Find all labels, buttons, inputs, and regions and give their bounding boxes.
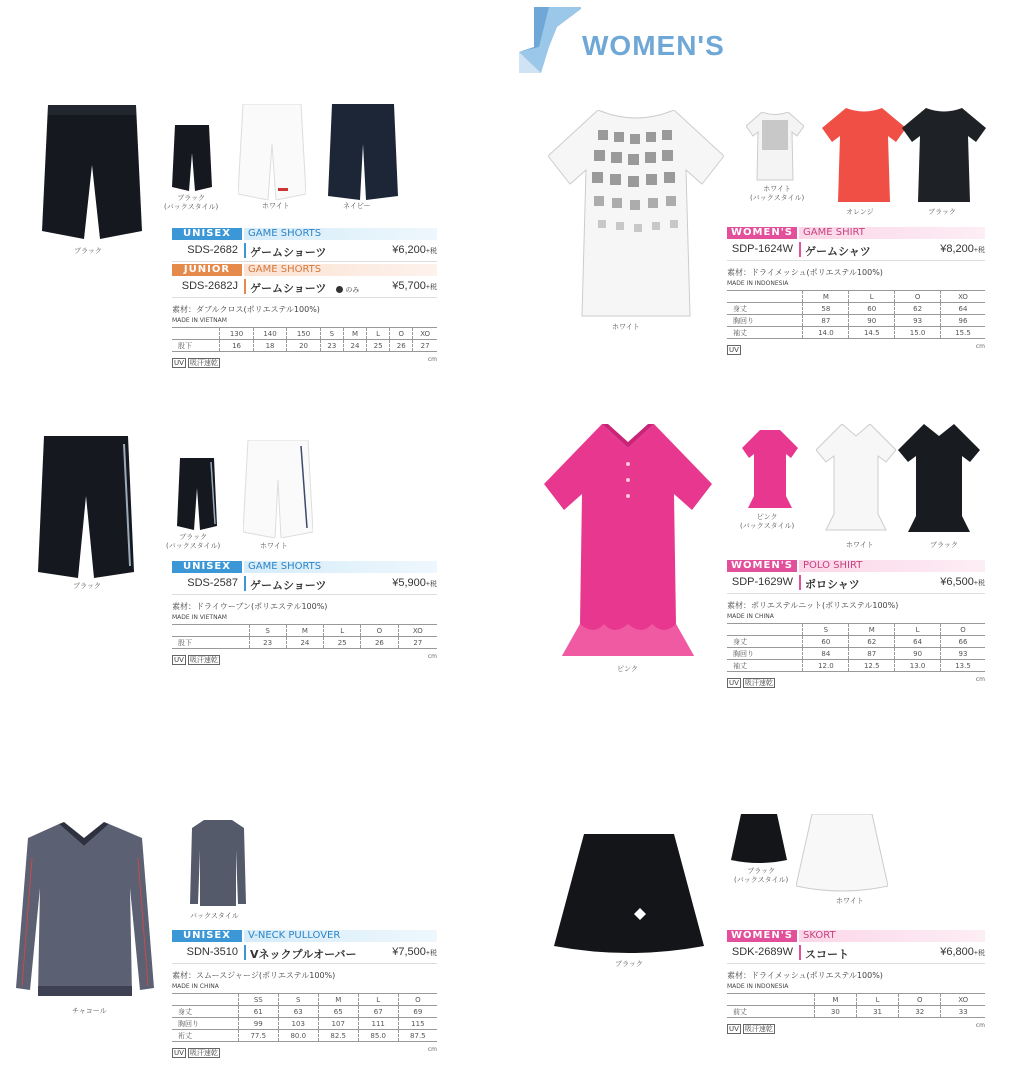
page-title: WOMEN'S bbox=[582, 30, 725, 61]
unisex-tag: UNISEX bbox=[172, 228, 242, 240]
product-code: SDK-2689W bbox=[731, 946, 793, 958]
womens-tag: WOMEN'S bbox=[727, 930, 797, 942]
material: 素材：ドライメッシュ(ポリエステル100%) bbox=[727, 268, 883, 277]
product-sdp-1624w: WOMEN'S GAME SHIRT SDP-1624W ゲームシャツ ¥8,200+税 素材：ドライメッシュ(ポリエステル100%) MADE IN INDONESIA M L O XO 身丈 58 60 62 64 胸回り 87 90 93 96 袖丈 14.0 14.5 15.0 15.5 UV cm bbox=[727, 227, 985, 354]
size-table: M L O XO 身丈 58 60 62 64 胸回り 87 90 93 96 袖丈 14.0 14.5 15.0 15.5 bbox=[727, 290, 985, 339]
material: 素材：ポリエステルニット(ポリエステル100%) bbox=[727, 601, 899, 610]
uv-icon: UV bbox=[174, 656, 184, 664]
navy-shorts-image bbox=[328, 104, 398, 200]
uv-icon: UV bbox=[174, 359, 184, 367]
womens-tag: WOMEN'S bbox=[727, 227, 797, 239]
caption-pink: ピンク bbox=[617, 665, 638, 673]
uv-icon: UV bbox=[729, 346, 739, 354]
category-band: SKORT bbox=[799, 930, 985, 942]
uv-icon: UV bbox=[174, 1049, 184, 1057]
category-band: GAME SHORTS bbox=[244, 561, 437, 573]
caption-black-back: ブラック (バックスタイル) bbox=[734, 867, 789, 884]
junior-product-name: ゲームショーツ bbox=[250, 282, 327, 295]
product-code: SDS-2682 bbox=[187, 244, 238, 256]
product-price: ¥8,200 bbox=[940, 243, 974, 255]
junior-product-code: SDS-2682J bbox=[181, 280, 238, 292]
material: 素材：ドライメッシュ(ポリエステル100%) bbox=[727, 971, 883, 980]
product-price: ¥6,200 bbox=[392, 244, 426, 256]
white-polo-image bbox=[816, 424, 896, 532]
caption-pink-back: ピンク (バックスタイル) bbox=[740, 513, 795, 530]
size-table: S M L O 身丈 60 62 64 66 胸回り 84 87 90 93 袖丈 12.0 12.5 13.0 13.5 bbox=[727, 623, 985, 672]
caption-orange: オレンジ bbox=[846, 208, 874, 216]
product-price: ¥7,500 bbox=[392, 946, 426, 958]
product-sdn-3510: UNISEX V-NECK PULLOVER SDN-3510 Vネックプルオーバー ¥7,500+税 素材：スムースジャージ(ポリエステル100%) MADE IN CHINA SS S M L O 身丈 61 63 65 67 69 胸回り 99 103 107 111 115 裄丈 77.5 80.0 82.5 85.0 87.5 UV 吸汗速乾 cm bbox=[172, 930, 437, 1057]
made-in: MADE IN INDONESIA bbox=[727, 280, 789, 287]
dry-icon: 吸汗速乾 bbox=[189, 1049, 218, 1057]
product-name: スコート bbox=[805, 948, 849, 961]
unisex-tag: UNISEX bbox=[172, 930, 242, 942]
dry-icon: 吸汗速乾 bbox=[189, 656, 218, 664]
product-name: ポロシャツ bbox=[805, 578, 860, 591]
size-table: M L O XO 前丈 30 31 32 33 bbox=[727, 993, 985, 1018]
product-price: ¥6,800 bbox=[940, 946, 974, 958]
color-dot-icon bbox=[336, 286, 343, 293]
product-sdp-1629w: WOMEN'S POLO SHIRT SDP-1629W ポロシャツ ¥6,500+税 素材：ポリエステルニット(ポリエステル100%) MADE IN CHINA S M L O 身丈 60 62 64 66 胸回り 84 87 90 93 袖丈 12.0 12.5 13.0 13.5 UV 吸汗速乾 cm bbox=[727, 560, 985, 687]
made-in: MADE IN INDONESIA bbox=[727, 983, 789, 990]
caption-black: ブラック bbox=[74, 247, 102, 255]
made-in: MADE IN VIETNAM bbox=[172, 614, 227, 621]
junior-product-price: ¥5,700 bbox=[392, 280, 426, 292]
black-shirt-image bbox=[902, 108, 986, 204]
caption-charcoal: チャコール bbox=[72, 1007, 107, 1015]
junior-tag: JUNIOR bbox=[172, 264, 242, 276]
charcoal-pullover-image bbox=[14, 818, 156, 1006]
dry-icon: 吸汗速乾 bbox=[189, 359, 218, 367]
black-shorts-back-image bbox=[172, 125, 212, 191]
caption-white: ホワイト bbox=[262, 202, 290, 210]
black-skort-image bbox=[554, 834, 704, 956]
product-sdk-2689w: WOMEN'S SKORT SDK-2689W スコート ¥6,800+税 素材：ドライメッシュ(ポリエステル100%) MADE IN INDONESIA M L O XO 前丈 30 31 32 33 UV 吸汗速乾 cm bbox=[727, 930, 985, 1033]
caption-black: ブラック bbox=[930, 541, 958, 549]
product-code: SDS-2587 bbox=[187, 577, 238, 589]
caption-black: ブラック bbox=[73, 582, 101, 590]
material: 素材：ドライウーブン(ポリエステル100%) bbox=[172, 602, 328, 611]
size-table: 130 140 150 S M L O XO 股下 16 18 20 23 24 25 26 27 bbox=[172, 327, 437, 352]
black-skort-back-image bbox=[731, 814, 787, 864]
product-price: ¥6,500 bbox=[940, 576, 974, 588]
size-table: SS S M L O 身丈 61 63 65 67 69 胸回り 99 103 107 111 115 裄丈 77.5 80.0 82.5 85.0 87.5 bbox=[172, 993, 437, 1042]
caption-black-back: ブラック (バックスタイル) bbox=[166, 533, 221, 550]
product-code: SDP-1629W bbox=[731, 576, 793, 588]
caption-black: ブラック bbox=[928, 208, 956, 216]
pink-polo-image bbox=[544, 424, 712, 660]
caption-back-style: バックスタイル bbox=[190, 912, 239, 920]
black-shorts-back-image bbox=[177, 458, 217, 530]
product-price: ¥5,900 bbox=[392, 577, 426, 589]
black-shorts-image bbox=[40, 105, 144, 243]
caption-white: ホワイト bbox=[612, 323, 640, 331]
white-shirt-back-image bbox=[746, 112, 804, 182]
uv-icon: UV bbox=[729, 1025, 739, 1033]
womens-tag: WOMEN'S bbox=[727, 560, 797, 572]
product-name: Vネックプルオーバー bbox=[250, 948, 357, 961]
size-table: S M L O XO 股下 23 24 25 26 27 bbox=[172, 624, 437, 649]
made-in: MADE IN VIETNAM bbox=[172, 317, 227, 324]
category-band: GAME SHORTS bbox=[244, 228, 437, 240]
white-shorts-image bbox=[238, 104, 306, 200]
caption-white: ホワイト bbox=[846, 541, 874, 549]
product-name: ゲームショーツ bbox=[250, 246, 327, 259]
caption-black-back: ブラック (バックスタイル) bbox=[164, 194, 219, 211]
material: 素材：ダブルクロス(ポリエステル100%) bbox=[172, 305, 320, 314]
brand-logo-graphic bbox=[519, 7, 581, 73]
product-code: SDN-3510 bbox=[186, 946, 238, 958]
category-band: GAME SHIRT bbox=[799, 227, 985, 239]
caption-black: ブラック bbox=[615, 960, 643, 968]
category-band: POLO SHIRT bbox=[799, 560, 985, 572]
junior-category-band: GAME SHORTS bbox=[244, 264, 437, 276]
dry-icon: 吸汗速乾 bbox=[744, 679, 773, 687]
dry-icon: 吸汗速乾 bbox=[744, 1025, 773, 1033]
product-sds-2587: UNISEX GAME SHORTS SDS-2587 ゲームショーツ ¥5,900+税 素材：ドライウーブン(ポリエステル100%) MADE IN VIETNAM S M L O XO 股下 23 24 25 26 27 UV 吸汗速乾 cm bbox=[172, 561, 437, 664]
uv-icon: UV bbox=[729, 679, 739, 687]
white-shorts-image bbox=[243, 440, 313, 538]
caption-white: ホワイト bbox=[260, 542, 288, 550]
white-game-shirt-image bbox=[548, 110, 724, 320]
caption-white-back: ホワイト (バックスタイル) bbox=[750, 185, 805, 202]
caption-navy: ネイビー bbox=[343, 202, 371, 210]
pink-polo-back-image bbox=[742, 430, 798, 510]
black-polo-image bbox=[898, 424, 980, 534]
category-band: V-NECK PULLOVER bbox=[244, 930, 437, 942]
white-skort-image bbox=[796, 814, 888, 892]
made-in: MADE IN CHINA bbox=[172, 983, 219, 990]
product-code: SDP-1624W bbox=[731, 243, 793, 255]
orange-shirt-image bbox=[822, 108, 906, 204]
product-name: ゲームシャツ bbox=[805, 245, 871, 258]
caption-white: ホワイト bbox=[836, 897, 864, 905]
unisex-tag: UNISEX bbox=[172, 561, 242, 573]
made-in: MADE IN CHINA bbox=[727, 613, 774, 620]
pullover-back-image bbox=[190, 820, 246, 908]
product-sds-2682: UNISEX GAME SHORTS SDS-2682 ゲームショーツ ¥6,200+税 JUNIOR GAME SHORTS SDS-2682J ゲームショーツ のみ ¥5,700+税 素材：ダブルクロス(ポリエステル100%) MADE IN VIETNAM 130 140 150 S M L O XO 股下 16 18 20 23 24 25 26 27 UV 吸汗速乾 cm bbox=[172, 228, 437, 367]
product-name: ゲームショーツ bbox=[250, 579, 327, 592]
black-shorts-image bbox=[38, 436, 134, 578]
material: 素材：スムースジャージ(ポリエステル100%) bbox=[172, 971, 336, 980]
